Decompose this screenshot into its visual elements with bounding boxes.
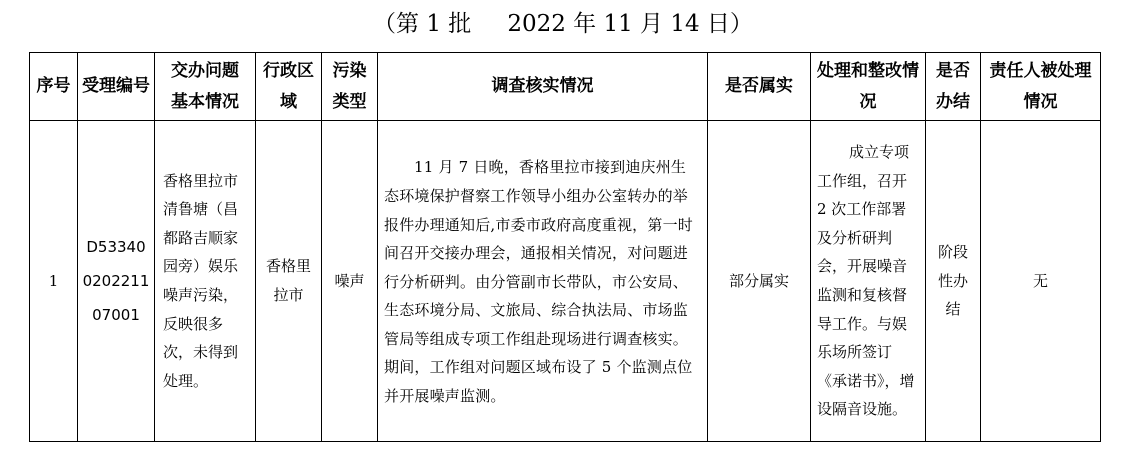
cell-accountability: 无 (981, 121, 1101, 442)
case-table (29, 52, 1101, 442)
table-header-row (30, 53, 1101, 121)
batch-label: （第 1 批 (373, 11, 472, 37)
cell-accept-no: D533400202211 07001 (78, 121, 155, 442)
cell-issue: 香格里拉市清鲁塘（昌都路吉顺家园旁）娱乐噪声污染，反映很多次，未得到处理。 (155, 121, 256, 442)
header-investigation: 调查核实情况 (378, 53, 708, 121)
header-accountability: 责任人被处理情况 (981, 53, 1101, 121)
handling-text: 成立专项工作组，召开 2 次工作部署及分析研判会，开展噪音监测和复核督导工作。与娱乐场所签订《承诺书》，增设隔音设施。 (817, 143, 915, 419)
header-is-done: 是否办结 (926, 53, 981, 121)
header-issue: 交办问题基本情况 (155, 53, 256, 121)
cell-district: 香格里拉市 (256, 121, 322, 442)
header-is-true: 是否属实 (708, 53, 811, 121)
header-accept-no: 受理编号 (78, 53, 155, 121)
header-seq: 序号 (30, 53, 78, 121)
table-row (30, 121, 1101, 442)
cell-seq: 1 (30, 121, 78, 442)
cell-investigation (378, 121, 708, 442)
page-title (0, 6, 1126, 42)
header-handling: 处理和整改情况 (811, 53, 926, 121)
header-pollution: 污染类型 (322, 53, 378, 121)
cell-is-true: 部分属实 (708, 121, 811, 442)
investigation-text: 11 月 7 日晚，香格里拉市接到迪庆州生态环境保护督察工作领导小组办公室转办的举报件办理通知后,市委市政府高度重视，第一时间召开交接办理会，通报相关情况，对问题进行分析研判。由分管副市长带队，市公安局、生态环境分局、文旅局、综合执法局、市场监管局等组成专项工作组赴现场进行调查核实。期间，工作组对问题区域布设了 5 个监测点位并开展噪声监测。 (384, 158, 693, 406)
cell-is-done: 阶段性办结 (926, 121, 981, 442)
cell-handling (811, 121, 926, 442)
date-label: 2022 年 11 月 14 日） (507, 11, 753, 37)
header-district: 行政区域 (256, 53, 322, 121)
cell-pollution: 噪声 (322, 121, 378, 442)
